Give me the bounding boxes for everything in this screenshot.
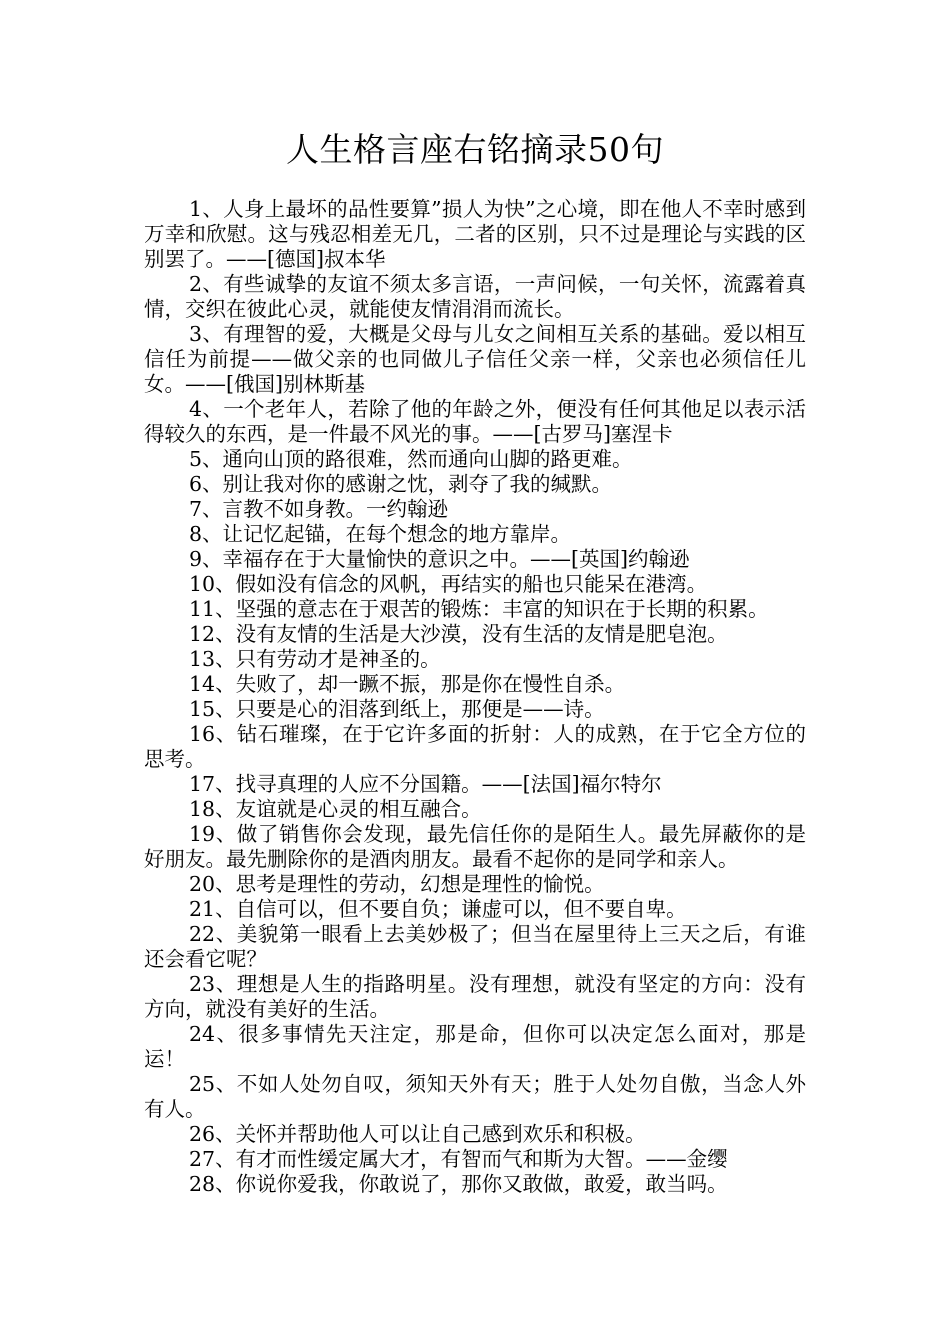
quote-item-17: 17、找寻真理的人应不分国籍。——[法国]福尔特尔 xyxy=(189,772,662,796)
quote-item-24: 24、很多事情先天注定，那是命，但你可以决定怎么面对，那是运！ xyxy=(144,1022,806,1071)
quote-item-8: 8、让记忆起锚，在每个想念的地方靠岸。 xyxy=(189,522,572,546)
quote-item-23: 23、理想是人生的指路明星。没有理想，就没有坚定的方向：没有方向，就没有美好的生活。 xyxy=(144,972,806,1021)
quote-item-20: 20、思考是理性的劳动，幻想是理性的愉悦。 xyxy=(189,872,605,896)
quote-item-4: 4、一个老年人，若除了他的年龄之外，便没有任何其他足以表示活得较久的东西，是一件最不风光的事。——[古罗马]塞涅卡 xyxy=(144,397,806,446)
quote-item-16: 16、钻石璀璨，在于它许多面的折射：人的成熟，在于它全方位的思考。 xyxy=(144,722,806,771)
quote-item-14: 14、失败了，却一蹶不振，那是你在慢性自杀。 xyxy=(189,672,626,696)
quote-item-28: 28、你说你爱我，你敢说了，那你又敢做，敢爱，敢当吗。 xyxy=(189,1172,728,1196)
document-title: 人生格言座右铭摘录50句 xyxy=(286,130,664,169)
quote-item-10: 10、假如没有信念的风帆，再结实的船也只能呆在港湾。 xyxy=(189,572,708,596)
quote-item-21: 21、自信可以，但不要自负；谦虚可以，但不要自卑。 xyxy=(189,897,687,921)
quote-item-25: 25、不如人处勿自叹，须知天外有天；胜于人处勿自傲，当念人外有人。 xyxy=(144,1072,806,1121)
quote-item-15: 15、只要是心的泪落到纸上，那便是——诗。 xyxy=(189,697,605,721)
quote-item-7: 7、言教不如身教。一约翰逊 xyxy=(189,497,449,521)
quote-item-26: 26、关怀并帮助他人可以让自己感到欢乐和积极。 xyxy=(189,1122,646,1146)
quote-item-11: 11、坚强的意志在于艰苦的锻炼：丰富的知识在于长期的积累。 xyxy=(189,597,769,621)
quote-item-3: 3、有理智的爱，大概是父母与儿女之间相互关系的基础。爱以相互信任为前提——做父亲的也同做儿子信任父亲一样，父亲也必须信任儿女。——[俄国]别林斯基 xyxy=(144,322,806,396)
quote-item-12: 12、没有友情的生活是大沙漠，没有生活的友情是肥皂泡。 xyxy=(189,622,728,646)
quote-item-5: 5、通向山顶的路很难，然而通向山脚的路更难。 xyxy=(189,447,633,471)
quote-item-19: 19、做了销售你会发现，最先信任你的是陌生人。最先屏蔽你的是好朋友。最先删除你的是酒肉朋友。最看不起你的是同学和亲人。 xyxy=(144,822,806,871)
quote-item-22: 22、美貌第一眼看上去美妙极了；但当在屋里待上三天之后，有谁还会看它呢？ xyxy=(144,922,806,971)
quote-item-6: 6、别让我对你的感谢之忱，剥夺了我的缄默。 xyxy=(189,472,613,496)
quote-item-9: 9、幸福存在于大量愉快的意识之中。——[英国]约翰逊 xyxy=(189,547,690,571)
quote-item-2: 2、有些诚挚的友谊不须太多言语，一声问候，一句关怀，流露着真情，交织在彼此心灵，就能使友情涓涓而流长。 xyxy=(144,272,806,321)
quote-item-27: 27、有才而性缓定属大才，有智而气和斯为大智。——金缨 xyxy=(189,1147,728,1171)
quote-list xyxy=(144,197,806,1197)
quote-item-1: 1、人身上最坏的品性要算”损人为快”之心境，即在他人不幸时感到万幸和欣慰。这与残忍相差无几，二者的区别，只不过是理论与实践的区别罢了。——[德国]叔本华 xyxy=(144,197,806,271)
quote-item-18: 18、友谊就是心灵的相互融合。 xyxy=(189,797,482,821)
quote-item-13: 13、只有劳动才是神圣的。 xyxy=(189,647,441,671)
